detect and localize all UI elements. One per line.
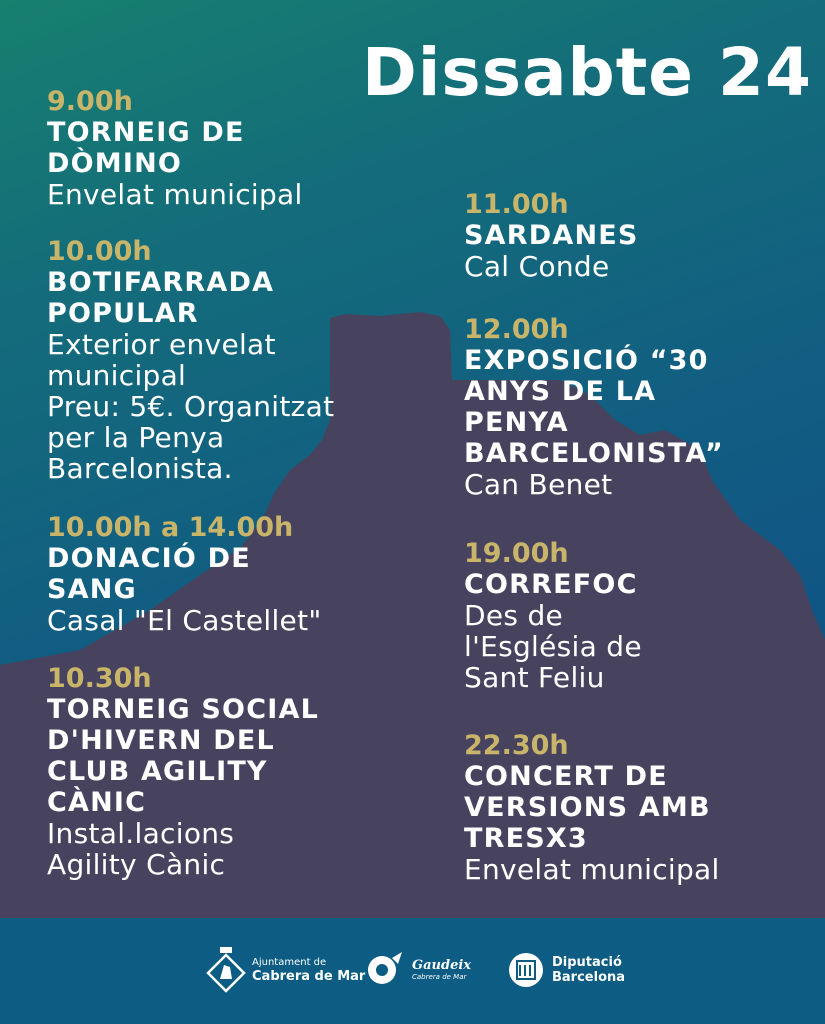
event-item bbox=[47, 512, 427, 636]
event-time: 10.00h a 14.00h bbox=[47, 512, 294, 543]
event-time: 19.00h bbox=[464, 538, 569, 569]
event-name: DONACIÓ DE SANG bbox=[47, 543, 251, 605]
diputacio-seal-icon bbox=[507, 951, 545, 989]
event-name: CONCERT DE VERSIONS AMB TRESX3 bbox=[464, 761, 711, 854]
event-place: Can Benet bbox=[464, 468, 613, 501]
logo-text-line1: Gaudeix bbox=[412, 958, 472, 973]
event-time: 10.00h bbox=[47, 236, 152, 267]
event-item bbox=[47, 86, 427, 210]
event-name: TORNEIG SOCIAL D'HIVERN DEL CLUB AGILITY CÀNIC bbox=[47, 694, 319, 818]
gaudeix-flower-icon bbox=[362, 948, 406, 992]
logo-text-line2: Cabrera de Mar bbox=[252, 968, 366, 984]
event-name: BOTIFARRADA POPULAR bbox=[47, 267, 275, 329]
event-time: 9.00h bbox=[47, 86, 133, 117]
event-item bbox=[464, 538, 825, 693]
event-place: Cal Conde bbox=[464, 250, 610, 283]
event-name: CORREFOC bbox=[464, 569, 638, 600]
page-title: Dissabte 24 bbox=[362, 34, 812, 111]
event-place: Exterior envelat municipal Preu: 5€. Organitzat per la Penya Barcelonista. bbox=[47, 328, 335, 485]
event-place: Casal "El Castellet" bbox=[47, 604, 322, 637]
town-shield-icon bbox=[206, 945, 246, 995]
event-time: 10.30h bbox=[47, 663, 152, 694]
logo-text-line2: Barcelona bbox=[552, 970, 626, 985]
event-time: 11.00h bbox=[464, 189, 569, 220]
event-place: Des de l'Església de Sant Feliu bbox=[464, 599, 642, 694]
event-name: SARDANES bbox=[464, 220, 639, 251]
event-time: 22.30h bbox=[464, 730, 569, 761]
logo-ajuntament bbox=[206, 944, 365, 996]
logo-diputacio bbox=[507, 944, 625, 996]
logo-text-line1: Diputació bbox=[552, 955, 622, 970]
event-name: EXPOSICIÓ “30 ANYS DE LA PENYA BARCELONISTA” bbox=[464, 345, 724, 469]
event-item bbox=[47, 663, 427, 880]
logo-text-line2: Cabrera de Mar bbox=[412, 973, 467, 981]
event-place: Envelat municipal bbox=[464, 853, 720, 886]
logo-text-line1: Ajuntament de bbox=[252, 956, 327, 968]
logo-gaudeix bbox=[362, 944, 471, 996]
event-place: Envelat municipal bbox=[47, 178, 303, 211]
event-time: 12.00h bbox=[464, 314, 569, 345]
event-item bbox=[47, 236, 427, 484]
event-place: Instal.lacions Agility Cànic bbox=[47, 817, 235, 881]
event-item bbox=[464, 314, 825, 500]
event-item bbox=[464, 730, 825, 885]
event-item bbox=[464, 189, 825, 282]
event-name: TORNEIG DE DÒMINO bbox=[47, 117, 245, 179]
